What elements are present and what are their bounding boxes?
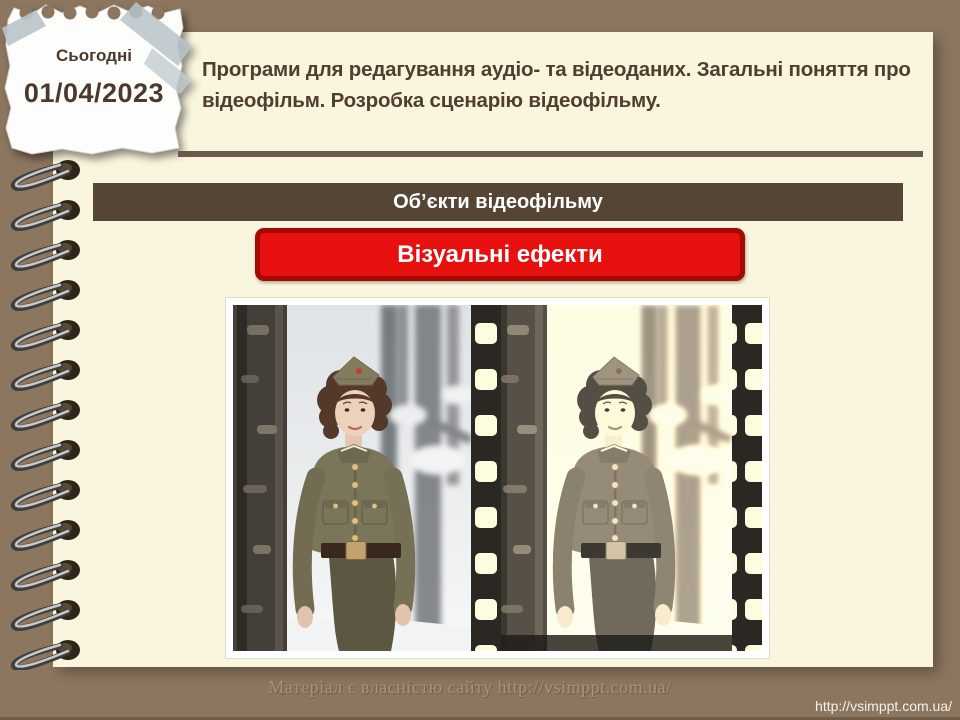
film-strip-left [471, 305, 501, 651]
slide-title: Програми для редагування аудіо- та відеоданих. Загальні поняття про відеофільм. Розробка сценарію відеофільму. [202, 58, 911, 112]
photo-film-effect [471, 305, 762, 651]
photo-original [233, 305, 471, 651]
sticky-note [2, 0, 194, 170]
section-banner-label: Об’єкти відеофільму [393, 190, 603, 213]
site-url[interactable]: http://vsimppt.com.ua/ [815, 698, 952, 714]
note-date: 01/04/2023 [23, 78, 165, 108]
figure-container [225, 297, 770, 659]
highlight-box-label: Візуальні ефекти [397, 240, 603, 268]
film-strip-right [732, 305, 762, 651]
copyright-text: Матеріал є власністю сайту http://vsimppt.com.ua/ [268, 677, 672, 697]
highlight-box [255, 228, 745, 281]
spiral-binding-icon [0, 150, 110, 670]
divider-line [178, 151, 923, 157]
note-label: Сьогодні [56, 46, 132, 65]
section-banner [93, 183, 903, 221]
